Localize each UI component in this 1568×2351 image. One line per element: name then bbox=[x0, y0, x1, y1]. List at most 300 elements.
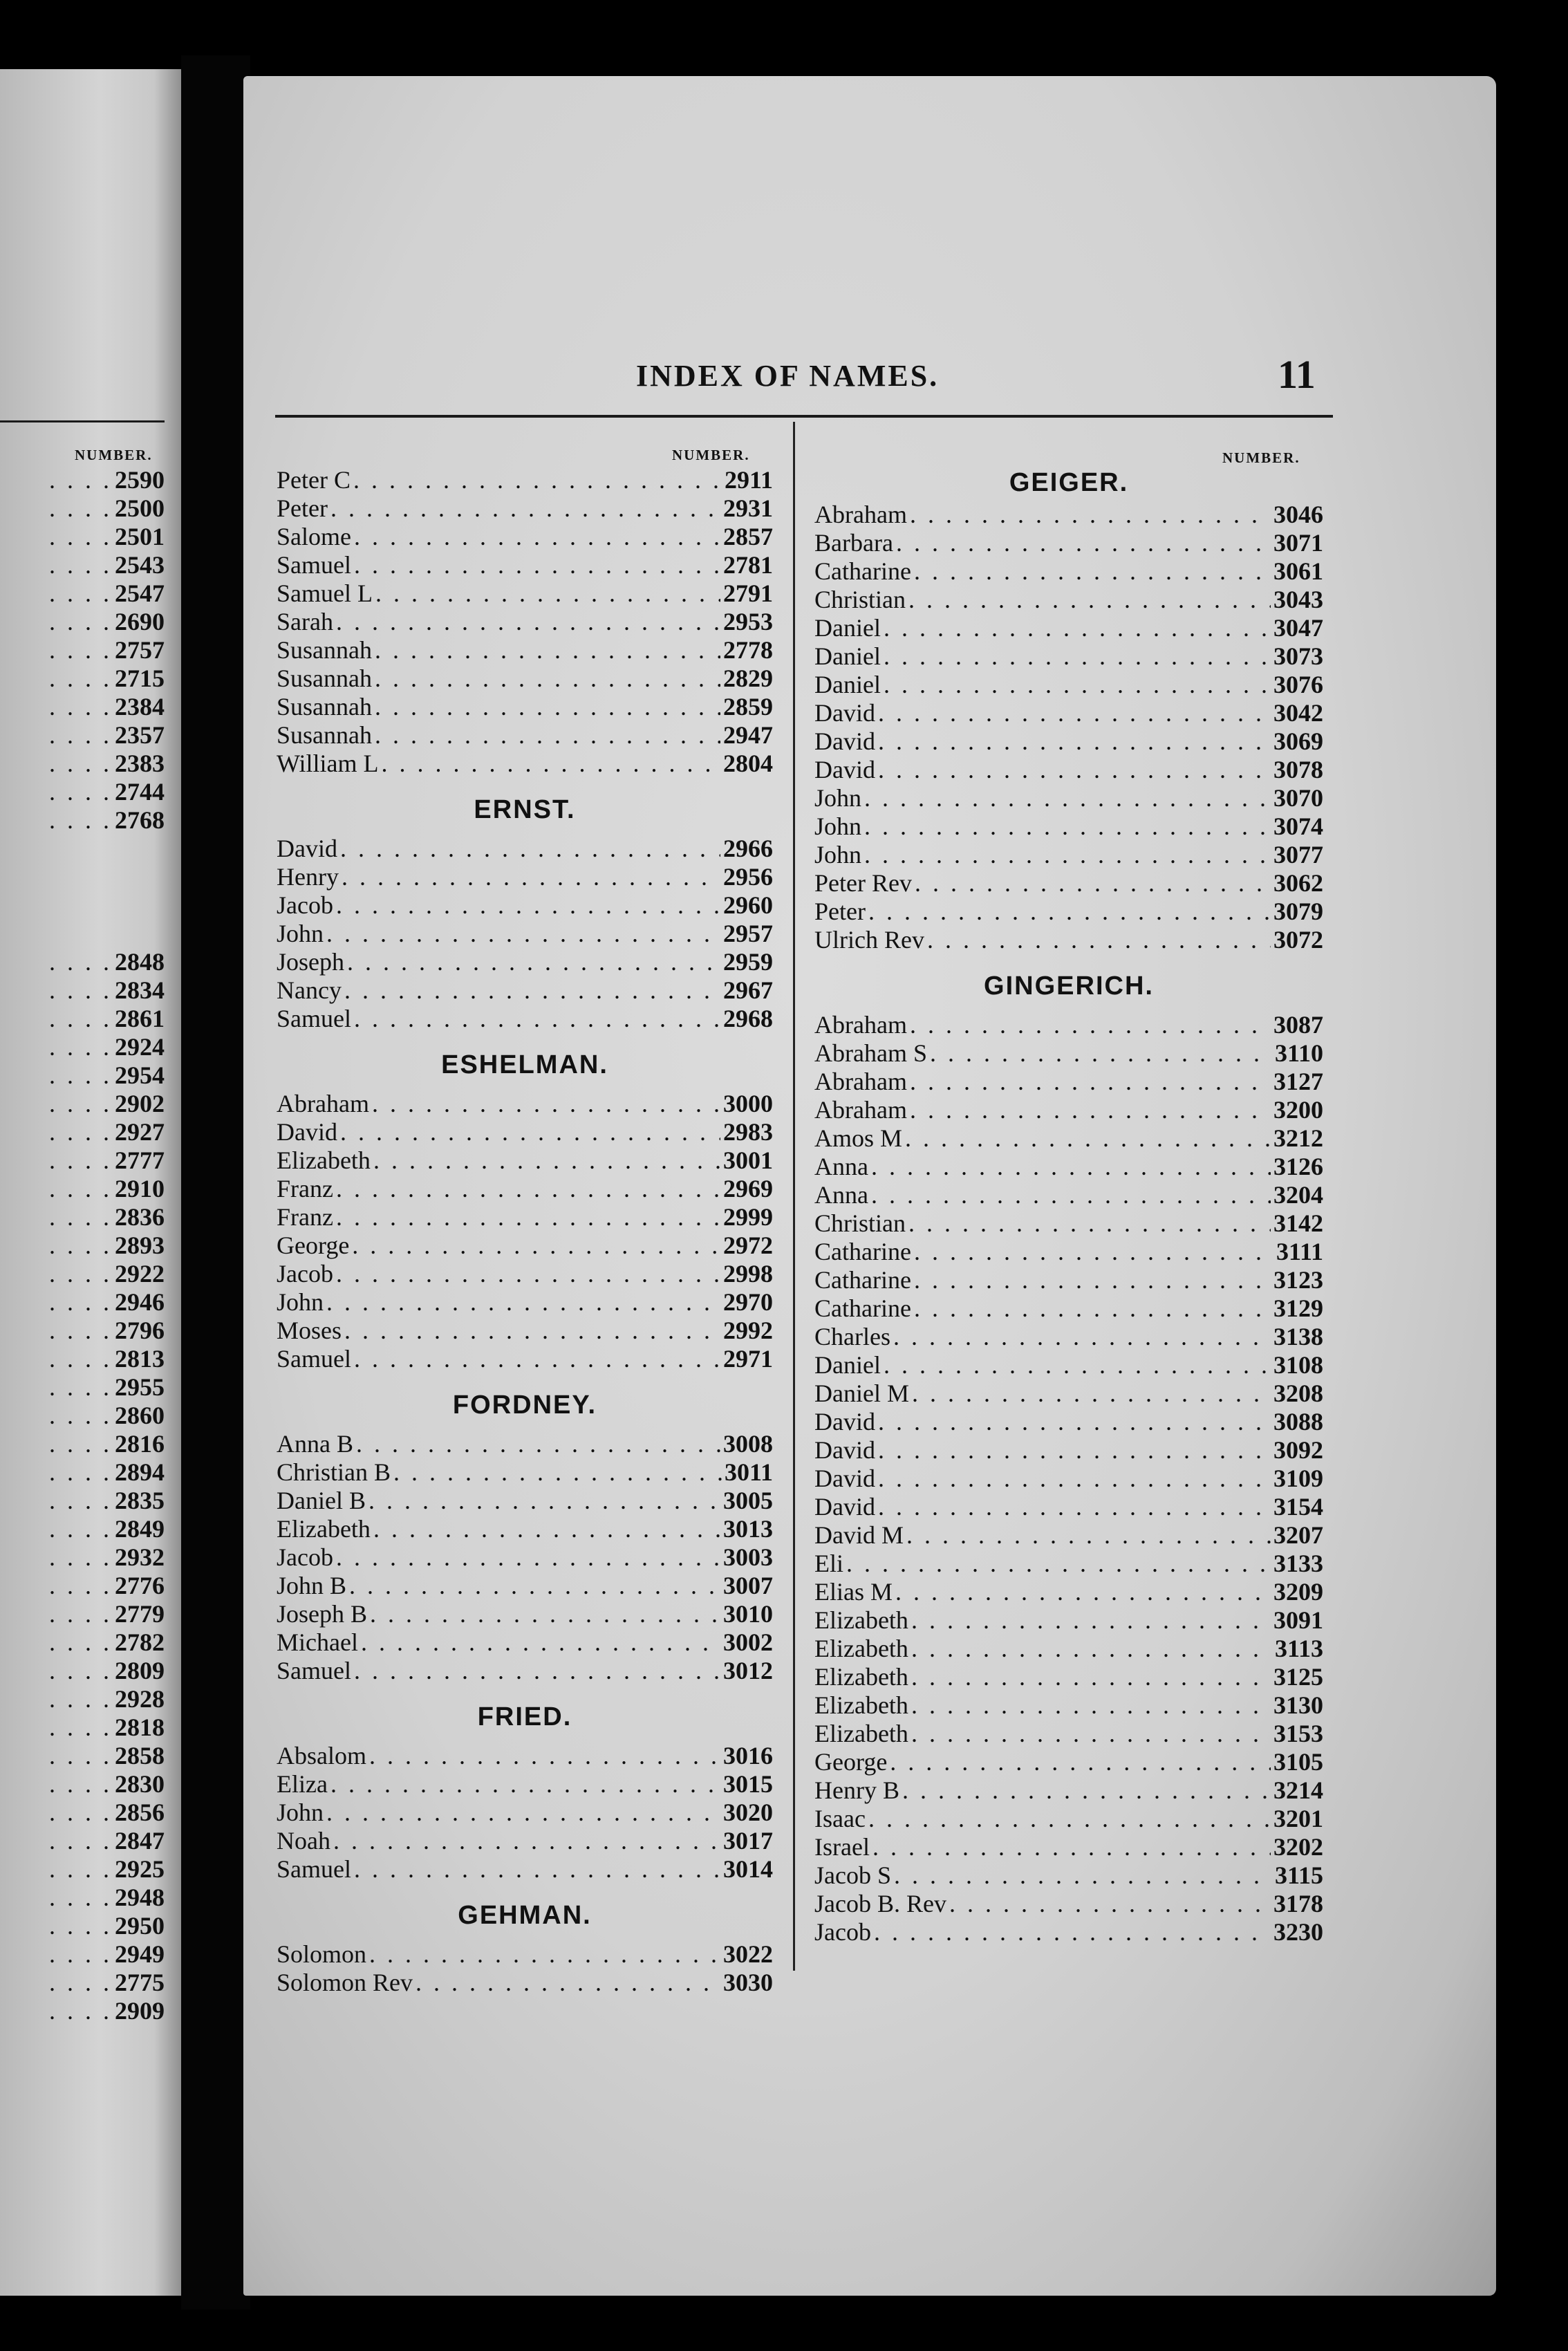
entry-number: 2928 bbox=[115, 1685, 165, 1713]
left-page-entry bbox=[0, 1005, 165, 1033]
entry-number: 2813 bbox=[115, 1345, 165, 1373]
index-entry bbox=[814, 812, 1323, 841]
entry-number: 2998 bbox=[723, 1260, 773, 1288]
dot-leader: . . . . bbox=[49, 1175, 112, 1202]
index-entry bbox=[277, 494, 773, 523]
dot-leader bbox=[914, 1294, 1271, 1323]
entry-name: David bbox=[814, 1436, 875, 1464]
entry-name: Christian B bbox=[277, 1458, 391, 1486]
entry-number: 2500 bbox=[115, 494, 165, 522]
index-entry bbox=[277, 1203, 773, 1232]
index-entry bbox=[277, 636, 773, 665]
left-page-entry bbox=[0, 1600, 165, 1628]
dot-leader bbox=[416, 1969, 720, 1997]
index-entry bbox=[814, 1181, 1323, 1209]
index-entry bbox=[814, 1550, 1323, 1578]
entry-name: Isaac bbox=[814, 1805, 866, 1832]
left-page-rule bbox=[0, 420, 165, 422]
entry-number: 3042 bbox=[1273, 699, 1323, 727]
index-entry bbox=[277, 1940, 773, 1969]
entry-number: 3014 bbox=[723, 1855, 773, 1883]
entry-number: 3204 bbox=[1273, 1181, 1323, 1209]
entry-name: Nancy bbox=[277, 976, 342, 1004]
index-entry bbox=[814, 727, 1323, 756]
entry-number: 2816 bbox=[115, 1430, 165, 1458]
entry-number: 3002 bbox=[723, 1628, 773, 1656]
entry-number: 2849 bbox=[115, 1515, 165, 1543]
index-entry bbox=[814, 1351, 1323, 1379]
dot-leader: . . . . bbox=[49, 1997, 112, 2025]
index-entry bbox=[277, 750, 773, 778]
index-entry bbox=[814, 1379, 1323, 1408]
left-page-entry bbox=[0, 1827, 165, 1855]
entry-number: 3069 bbox=[1273, 727, 1323, 755]
entry-name: Christian bbox=[814, 1209, 906, 1237]
dot-leader bbox=[373, 1515, 720, 1543]
left-page-entry bbox=[0, 721, 165, 750]
entry-number: 3070 bbox=[1273, 784, 1323, 812]
index-entry bbox=[814, 1635, 1323, 1663]
dot-leader bbox=[347, 948, 720, 976]
number-label-column2: NUMBER. bbox=[1222, 449, 1300, 466]
dot-leader bbox=[326, 1799, 720, 1827]
entry-number: 2953 bbox=[723, 608, 773, 635]
dot-leader: . . . . bbox=[49, 1118, 112, 1146]
entry-name: Joseph bbox=[277, 948, 344, 976]
entry-number: 2967 bbox=[723, 976, 773, 1004]
entry-name: Jacob bbox=[277, 1260, 333, 1288]
entry-name: Salome bbox=[277, 523, 351, 550]
index-entry bbox=[814, 841, 1323, 869]
entry-name: Joseph B bbox=[277, 1600, 368, 1628]
dot-leader bbox=[910, 1096, 1271, 1124]
dot-leader bbox=[914, 1238, 1273, 1266]
index-entry bbox=[277, 1317, 773, 1345]
entry-number: 3013 bbox=[723, 1515, 773, 1543]
dot-leader bbox=[910, 1011, 1271, 1039]
entry-number: 3142 bbox=[1273, 1209, 1323, 1237]
left-page-entry bbox=[0, 1572, 165, 1600]
entry-name: Samuel bbox=[277, 1345, 351, 1373]
entry-number: 3202 bbox=[1273, 1833, 1323, 1861]
index-entry bbox=[277, 920, 773, 948]
dot-leader: . . . . bbox=[49, 1600, 112, 1628]
entry-name: Daniel bbox=[814, 671, 881, 698]
entry-name: John bbox=[814, 841, 862, 868]
index-entry bbox=[814, 869, 1323, 898]
index-entry bbox=[814, 1323, 1323, 1351]
entry-number: 2861 bbox=[115, 1005, 165, 1032]
index-entry bbox=[277, 1345, 773, 1373]
entry-name: Catharine bbox=[814, 1294, 911, 1322]
dot-leader: . . . . bbox=[49, 551, 112, 579]
entry-name: Christian bbox=[814, 586, 906, 613]
entry-number: 2922 bbox=[115, 1260, 165, 1288]
index-entry bbox=[814, 614, 1323, 642]
index-entry bbox=[277, 1118, 773, 1146]
entry-number: 2859 bbox=[723, 693, 773, 721]
entry-number: 3030 bbox=[723, 1969, 773, 1996]
dot-leader bbox=[914, 1266, 1271, 1294]
index-entry bbox=[277, 1855, 773, 1884]
entry-name: Amos M bbox=[814, 1124, 903, 1152]
dot-leader: . . . . bbox=[49, 523, 112, 550]
left-page-entry bbox=[0, 1742, 165, 1770]
index-entry bbox=[814, 784, 1323, 812]
dot-leader: . . . . bbox=[49, 1572, 112, 1599]
left-page-entry bbox=[0, 1657, 165, 1685]
entry-number: 3123 bbox=[1273, 1266, 1323, 1294]
entry-name: David bbox=[814, 756, 875, 783]
entry-name: Catharine bbox=[814, 1238, 911, 1265]
entry-name: Elizabeth bbox=[277, 1515, 371, 1543]
family-heading: GINGERICH. bbox=[984, 972, 1154, 1001]
dot-leader: . . . . bbox=[49, 1203, 112, 1231]
entry-number: 2775 bbox=[115, 1969, 165, 1996]
dot-leader bbox=[340, 835, 720, 863]
entry-number: 3074 bbox=[1273, 812, 1323, 840]
dot-leader bbox=[846, 1550, 1271, 1578]
index-entry bbox=[277, 976, 773, 1005]
left-page-entry bbox=[0, 1373, 165, 1402]
entry-name: Abraham S bbox=[814, 1039, 927, 1067]
dot-leader: . . . . bbox=[49, 1090, 112, 1117]
entry-name: Abraham bbox=[814, 1011, 907, 1039]
index-entry bbox=[277, 1260, 773, 1288]
dot-leader bbox=[369, 1940, 720, 1969]
entry-number: 2972 bbox=[723, 1232, 773, 1259]
dot-leader bbox=[369, 1742, 720, 1770]
index-entry bbox=[277, 1430, 773, 1458]
dot-leader bbox=[375, 721, 720, 750]
dot-leader bbox=[914, 557, 1271, 586]
entry-number: 3108 bbox=[1273, 1351, 1323, 1379]
index-entry bbox=[814, 557, 1323, 586]
dot-leader bbox=[330, 494, 720, 523]
index-entry bbox=[814, 1578, 1323, 1606]
page-number: 11 bbox=[1278, 352, 1316, 397]
entry-number: 2860 bbox=[115, 1402, 165, 1429]
dot-leader bbox=[354, 523, 720, 551]
entry-number: 3153 bbox=[1273, 1720, 1323, 1747]
entry-number: 3012 bbox=[723, 1657, 773, 1684]
index-entry bbox=[277, 1572, 773, 1600]
entry-name: Jacob B. Rev bbox=[814, 1890, 946, 1917]
entry-number: 2835 bbox=[115, 1487, 165, 1514]
entry-number: 2715 bbox=[115, 665, 165, 692]
entry-number: 3011 bbox=[724, 1458, 773, 1486]
entry-number: 2796 bbox=[115, 1317, 165, 1344]
dot-leader bbox=[878, 1465, 1271, 1493]
index-entry bbox=[814, 1294, 1323, 1323]
entry-number: 2959 bbox=[723, 948, 773, 976]
entry-name: Elizabeth bbox=[814, 1635, 908, 1662]
dot-leader bbox=[361, 1628, 720, 1657]
dot-leader bbox=[910, 1068, 1271, 1096]
entry-name: Susannah bbox=[277, 665, 372, 692]
left-page-entry bbox=[0, 1713, 165, 1742]
index-entry bbox=[277, 1770, 773, 1799]
index-entry bbox=[277, 891, 773, 920]
index-entry bbox=[277, 608, 773, 636]
dot-leader bbox=[868, 1805, 1271, 1833]
entry-number: 3022 bbox=[723, 1940, 773, 1968]
dot-leader bbox=[344, 976, 720, 1005]
entry-number: 2992 bbox=[723, 1317, 773, 1344]
entry-name: Abraham bbox=[814, 1068, 907, 1095]
header-rule bbox=[275, 415, 1333, 418]
dot-leader bbox=[342, 863, 720, 891]
entry-name: Charles bbox=[814, 1323, 890, 1350]
entry-number: 2910 bbox=[115, 1175, 165, 1202]
column-separator bbox=[793, 422, 795, 1971]
index-column-1 bbox=[277, 466, 773, 1997]
index-entry bbox=[277, 1628, 773, 1657]
entry-number: 2971 bbox=[723, 1345, 773, 1373]
left-page-entry bbox=[0, 1997, 165, 2025]
index-entry bbox=[814, 1748, 1323, 1776]
dot-leader: . . . . bbox=[49, 1260, 112, 1288]
dot-leader bbox=[930, 1039, 1272, 1068]
index-entry bbox=[277, 1515, 773, 1543]
dot-leader bbox=[864, 812, 1271, 841]
entry-number: 2856 bbox=[115, 1799, 165, 1826]
entry-number: 3046 bbox=[1273, 501, 1323, 528]
entry-number: 2950 bbox=[115, 1912, 165, 1940]
entry-number: 3071 bbox=[1273, 529, 1323, 557]
dot-leader bbox=[890, 1748, 1271, 1776]
entry-number: 2501 bbox=[115, 523, 165, 550]
entry-number: 3110 bbox=[1274, 1039, 1323, 1067]
index-entry bbox=[814, 1691, 1323, 1720]
entry-number: 2357 bbox=[115, 721, 165, 749]
index-entry bbox=[814, 671, 1323, 699]
index-entry bbox=[277, 1288, 773, 1317]
entry-number: 3109 bbox=[1273, 1465, 1323, 1492]
entry-number: 3000 bbox=[723, 1090, 773, 1117]
left-page-entry bbox=[0, 1118, 165, 1146]
left-page-entry bbox=[0, 1884, 165, 1912]
dot-leader bbox=[373, 1146, 720, 1175]
entry-name: Samuel bbox=[277, 1005, 351, 1032]
left-page-entry bbox=[0, 976, 165, 1005]
left-page-number-column bbox=[0, 466, 165, 2025]
entry-number: 2969 bbox=[723, 1175, 773, 1202]
index-entry bbox=[814, 898, 1323, 926]
entry-name: Henry B bbox=[814, 1776, 899, 1804]
entry-number: 2782 bbox=[115, 1628, 165, 1656]
entry-number: 3087 bbox=[1273, 1011, 1323, 1039]
entry-number: 2829 bbox=[723, 665, 773, 692]
entry-name: Anna bbox=[814, 1153, 868, 1180]
index-entry bbox=[814, 1918, 1323, 1946]
entry-number: 3125 bbox=[1273, 1663, 1323, 1691]
entry-name: Eliza bbox=[277, 1770, 328, 1798]
dot-leader: . . . . bbox=[49, 665, 112, 692]
dot-leader bbox=[908, 586, 1271, 614]
entry-name: Jacob bbox=[277, 891, 333, 919]
entry-number: 2777 bbox=[115, 1146, 165, 1174]
dot-leader bbox=[911, 1663, 1271, 1691]
entry-number: 2847 bbox=[115, 1827, 165, 1855]
left-page-entry bbox=[0, 1033, 165, 1061]
dot-leader bbox=[871, 1153, 1271, 1181]
index-entry bbox=[277, 1543, 773, 1572]
entry-name: Elias M bbox=[814, 1578, 893, 1606]
entry-name: Peter bbox=[814, 898, 866, 925]
index-entry bbox=[277, 551, 773, 579]
number-label-left-page: NUMBER. bbox=[75, 447, 153, 463]
entry-number: 3003 bbox=[723, 1543, 773, 1571]
dot-leader bbox=[864, 784, 1271, 812]
entry-number: 2830 bbox=[115, 1770, 165, 1798]
left-page-entry bbox=[0, 579, 165, 608]
entry-number: 3126 bbox=[1273, 1153, 1323, 1180]
entry-name: John bbox=[277, 1288, 324, 1316]
entry-name: Abraham bbox=[814, 501, 907, 528]
entry-number: 2902 bbox=[115, 1090, 165, 1117]
dot-leader: . . . . bbox=[49, 948, 112, 976]
left-page-entry bbox=[0, 1940, 165, 1969]
left-page-entry bbox=[0, 1146, 165, 1175]
entry-number: 3047 bbox=[1273, 614, 1323, 642]
dot-leader bbox=[902, 1776, 1271, 1805]
entry-number: 3001 bbox=[723, 1146, 773, 1174]
dot-leader bbox=[333, 1827, 720, 1855]
entry-number: 3115 bbox=[1274, 1861, 1323, 1889]
index-entry bbox=[814, 1465, 1323, 1493]
family-heading: GEHMAN. bbox=[458, 1901, 592, 1930]
entry-name: Samuel bbox=[277, 1855, 351, 1883]
running-head: INDEX OF NAMES. bbox=[636, 359, 940, 393]
left-page-entry bbox=[0, 750, 165, 778]
index-entry bbox=[277, 665, 773, 693]
entry-name: Solomon Rev bbox=[277, 1969, 413, 1996]
index-entry bbox=[814, 1861, 1323, 1890]
entry-number: 2925 bbox=[115, 1855, 165, 1883]
entry-name: Catharine bbox=[814, 557, 911, 585]
entry-number: 2804 bbox=[723, 750, 773, 777]
dot-leader bbox=[927, 926, 1271, 954]
index-entry bbox=[814, 1068, 1323, 1096]
dot-leader bbox=[949, 1890, 1271, 1918]
index-entry bbox=[814, 1153, 1323, 1181]
entry-name: David M bbox=[814, 1521, 904, 1549]
entry-number: 3207 bbox=[1273, 1521, 1323, 1549]
entry-number: 3113 bbox=[1274, 1635, 1323, 1662]
entry-number: 3078 bbox=[1273, 756, 1323, 783]
entry-number: 3130 bbox=[1273, 1691, 1323, 1719]
entry-name: Eli bbox=[814, 1550, 843, 1577]
entry-number: 3200 bbox=[1273, 1096, 1323, 1124]
dot-leader bbox=[336, 891, 720, 920]
index-entry bbox=[277, 1969, 773, 1997]
index-entry bbox=[277, 579, 773, 608]
dot-leader bbox=[911, 1635, 1272, 1663]
book-gutter bbox=[181, 55, 250, 2310]
dot-leader bbox=[878, 1493, 1271, 1521]
entry-number: 3043 bbox=[1273, 586, 1323, 613]
dot-leader bbox=[884, 614, 1271, 642]
dot-leader: . . . . bbox=[49, 1543, 112, 1571]
dot-leader bbox=[911, 1720, 1271, 1748]
entry-number: 2968 bbox=[723, 1005, 773, 1032]
entry-name: John bbox=[277, 1799, 324, 1826]
left-page-entry bbox=[0, 1799, 165, 1827]
index-entry bbox=[814, 501, 1323, 529]
entry-name: Samuel L bbox=[277, 579, 373, 607]
dot-leader: . . . . bbox=[49, 1742, 112, 1769]
entry-name: Michael bbox=[277, 1628, 358, 1656]
entry-name: John bbox=[814, 812, 862, 840]
entry-name: Elizabeth bbox=[814, 1691, 908, 1719]
dot-leader: . . . . bbox=[49, 1061, 112, 1089]
index-entry bbox=[814, 1890, 1323, 1918]
entry-name: Daniel B bbox=[277, 1487, 366, 1514]
index-entry bbox=[277, 948, 773, 976]
index-entry bbox=[277, 835, 773, 863]
entry-name: Henry bbox=[277, 863, 339, 891]
entry-name: David bbox=[814, 1493, 875, 1521]
entry-number: 3105 bbox=[1273, 1748, 1323, 1776]
dot-leader bbox=[868, 898, 1271, 926]
dot-leader: . . . . bbox=[49, 579, 112, 607]
left-page-entry bbox=[0, 1912, 165, 1940]
dot-leader bbox=[894, 1861, 1272, 1890]
dot-leader bbox=[884, 1351, 1271, 1379]
family-heading: ESHELMAN. bbox=[441, 1050, 608, 1079]
dot-leader bbox=[893, 1323, 1271, 1351]
dot-leader: . . . . bbox=[49, 1458, 112, 1486]
entry-number: 3091 bbox=[1273, 1606, 1323, 1634]
entry-name: Elizabeth bbox=[277, 1146, 371, 1174]
dot-leader bbox=[340, 1118, 720, 1146]
dot-leader bbox=[878, 1436, 1271, 1465]
family-heading: GEIGER. bbox=[1009, 468, 1129, 497]
dot-leader bbox=[864, 841, 1271, 869]
dot-leader bbox=[354, 1657, 720, 1685]
left-page-entry bbox=[0, 1685, 165, 1713]
entry-number: 2690 bbox=[115, 608, 165, 635]
entry-number: 2547 bbox=[115, 579, 165, 607]
index-entry bbox=[277, 1232, 773, 1260]
dot-leader bbox=[906, 1521, 1271, 1550]
dot-leader: . . . . bbox=[49, 1232, 112, 1259]
index-entry bbox=[814, 1039, 1323, 1068]
entry-number: 3138 bbox=[1273, 1323, 1323, 1350]
entry-number: 3020 bbox=[723, 1799, 773, 1826]
index-entry bbox=[814, 1124, 1323, 1153]
index-entry bbox=[277, 1146, 773, 1175]
entry-number: 2857 bbox=[723, 523, 773, 550]
index-entry bbox=[814, 1521, 1323, 1550]
left-page-entry bbox=[0, 1543, 165, 1572]
entry-name: Catharine bbox=[814, 1266, 911, 1294]
left-page-entry bbox=[0, 1345, 165, 1373]
entry-name: David bbox=[814, 699, 875, 727]
entry-name: Susannah bbox=[277, 693, 372, 721]
entry-number: 2858 bbox=[115, 1742, 165, 1769]
dot-leader: . . . . bbox=[49, 1033, 112, 1061]
entry-number: 3062 bbox=[1273, 869, 1323, 897]
entry-name: Anna B bbox=[277, 1430, 353, 1458]
dot-leader bbox=[393, 1458, 722, 1487]
dot-leader bbox=[915, 869, 1271, 898]
dot-leader bbox=[354, 551, 720, 579]
entry-number: 2893 bbox=[115, 1232, 165, 1259]
dot-leader bbox=[336, 1543, 720, 1572]
entry-number: 2818 bbox=[115, 1713, 165, 1741]
